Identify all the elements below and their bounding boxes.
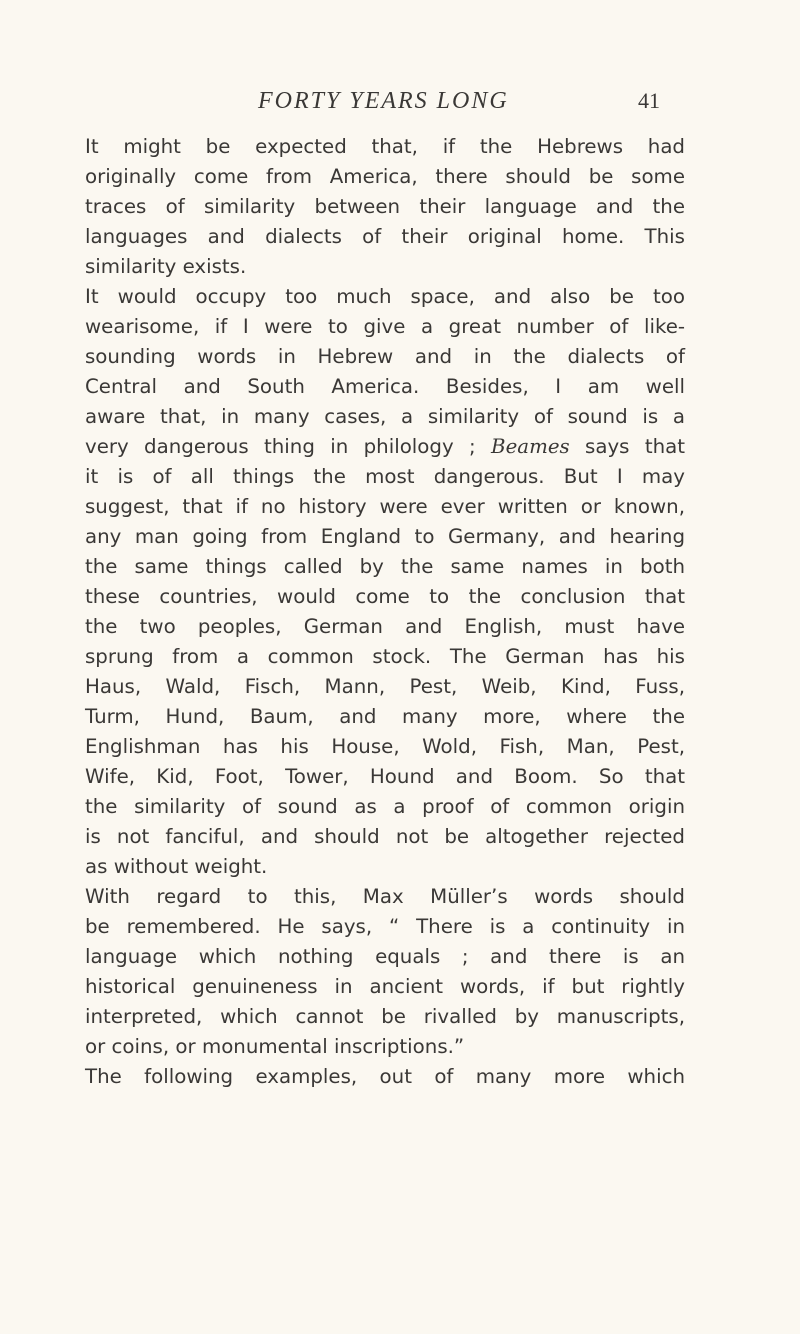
text-line: The following examples, out of many more which — [85, 1065, 685, 1088]
italic-author-name: Beames — [491, 435, 570, 458]
text-line: languages and dialects of their original home. This — [85, 225, 685, 248]
text-line: interpreted, which cannot be rivalled by manuscripts, — [85, 1005, 685, 1028]
text-line: wearisome, if I were to give a great number of like- — [85, 315, 685, 338]
text-line: or coins, or monumental inscriptions.” — [85, 1035, 465, 1058]
text-line: suggest, that if no history were ever written or known, — [85, 495, 685, 518]
text-line: as without weight. — [85, 855, 268, 878]
text-line: the similarity of sound as a proof of common origin — [85, 795, 685, 818]
text-line: It would occupy too much space, and also be too — [85, 285, 685, 308]
text-line: the two peoples, German and English, must have — [85, 615, 685, 638]
page-number: 41 — [638, 88, 660, 113]
text-line: sounding words in Hebrew and in the dialects of — [85, 345, 685, 368]
body-text — [85, 132, 685, 1092]
text-line: traces of similarity between their language and the — [85, 195, 685, 218]
text-line: Haus, Wald, Fisch, Mann, Pest, Weib, Kind, Fuss, — [85, 675, 685, 698]
text-line: aware that, in many cases, a similarity of sound is a — [85, 405, 685, 428]
text-line: is not fanciful, and should not be altogether rejected — [85, 825, 685, 848]
text-line: Turm, Hund, Baum, and many more, where the — [85, 705, 685, 728]
text-line: these countries, would come to the conclusion that — [85, 585, 685, 608]
text-segment: very dangerous thing in philology ; — [85, 435, 476, 458]
text-segment: says that — [585, 435, 686, 458]
text-line: originally come from America, there should be some — [85, 165, 685, 188]
text-line: language which nothing equals ; and there is an — [85, 945, 685, 968]
running-head — [0, 86, 800, 116]
text-line-mixed — [85, 432, 685, 462]
text-line: Wife, Kid, Foot, Tower, Hound and Boom. So that — [85, 765, 685, 788]
text-line: Central and South America. Besides, I am well — [85, 375, 685, 398]
text-line: It might be expected that, if the Hebrews had — [85, 135, 685, 158]
running-title: FORTY YEARS LONG — [258, 88, 509, 114]
text-line: sprung from a common stock. The German has his — [85, 645, 685, 668]
text-line: it is of all things the most dangerous. But I may — [85, 465, 685, 488]
text-line: similarity exists. — [85, 255, 247, 278]
text-line: the same things called by the same names in both — [85, 555, 685, 578]
text-line: With regard to this, Max Müller’s words should — [85, 885, 685, 908]
text-line: Englishman has his House, Wold, Fish, Man, Pest, — [85, 735, 685, 758]
text-line: historical genuineness in ancient words, if but rightly — [85, 975, 685, 998]
text-line: any man going from England to Germany, and hearing — [85, 525, 685, 548]
text-line: be remembered. He says, “ There is a continuity in — [85, 915, 685, 938]
